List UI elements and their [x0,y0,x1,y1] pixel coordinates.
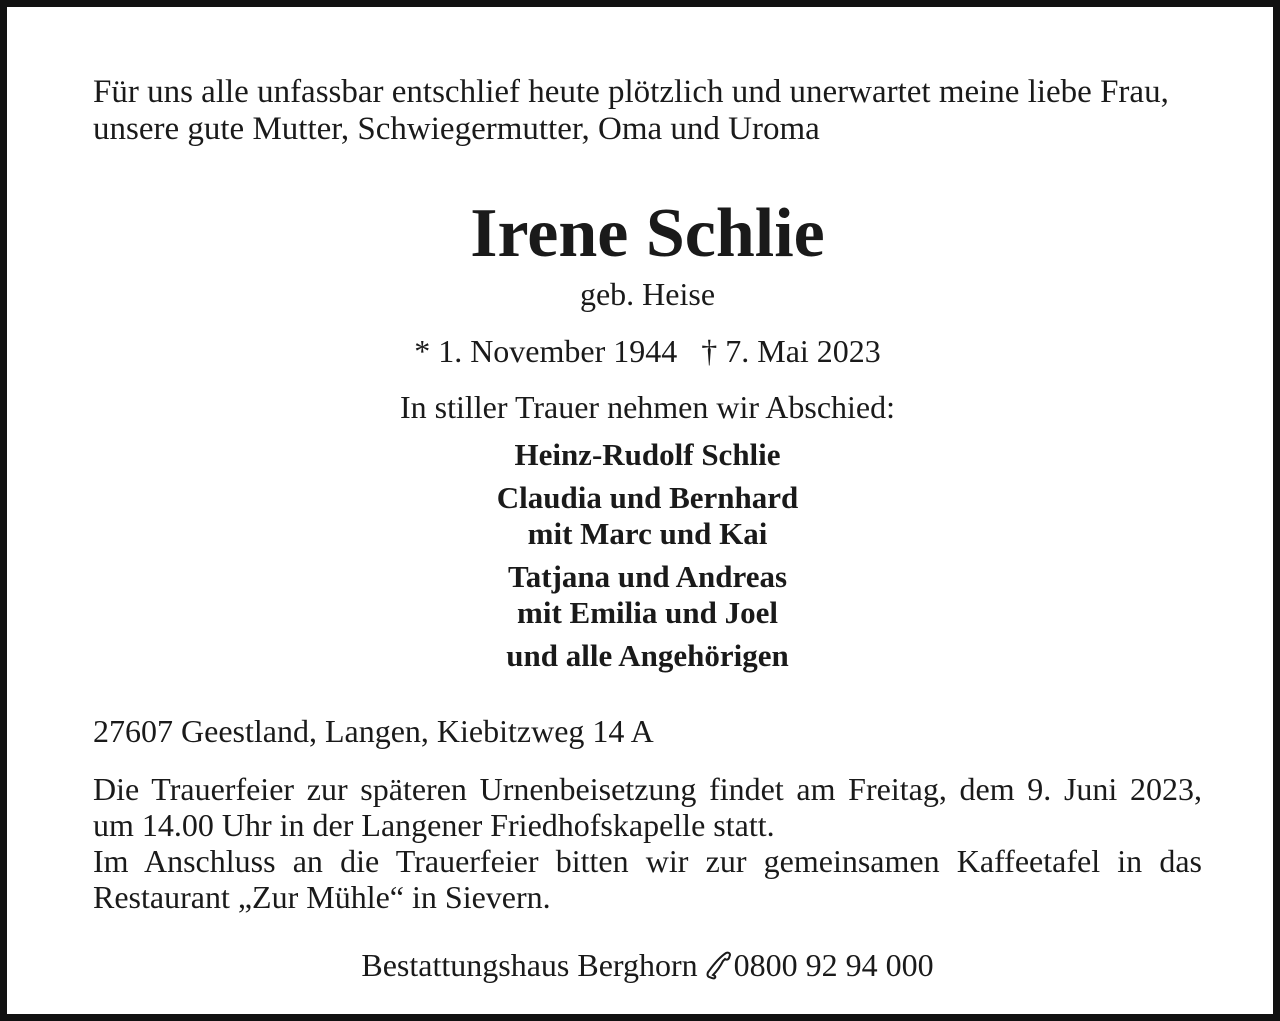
life-dates [93,331,1202,371]
mourner-line: mit Marc und Kai [527,516,768,551]
funeral-home-phone: 0800 92 94 000 [733,947,934,983]
birth-date: * 1. November 1944 [414,333,678,369]
coffee-line-1: Im Anschluss an die Trauerfeier bitten wir zur gemeinsamen Kaffeetafel in das [93,843,1202,879]
address: 27607 Geestland, Langen, Kiebitzweg 14 A [93,713,654,749]
ceremony-info [93,771,1202,915]
death-date: † 7. Mai 2023 [701,333,881,369]
mourner-line: mit Emilia und Joel [517,595,778,630]
intro-line-1: Für uns alle unfassbar entschlief heute plötzlich und unerwartet meine liebe Frau, [93,74,1169,110]
mourner-group [93,480,1202,552]
mourner-line: Heinz-Rudolf Schlie [514,437,781,472]
funeral-home-name: Bestattungshaus Berghorn [361,947,698,983]
mourner-group [93,559,1202,631]
coffee-line-2: Restaurant „Zur Mühle“ in Sievern. [93,879,551,915]
ceremony-paragraph [93,771,1202,843]
intro-text [93,74,1202,148]
funeral-home [93,945,1202,985]
coffee-paragraph [93,843,1202,915]
mourner-line: Tatjana und Andreas [507,559,788,594]
intro-line-2: unsere gute Mutter, Schwiegermutter, Oma und Uroma [93,111,820,147]
farewell-text: In stiller Trauer nehmen wir Abschied: [399,389,896,425]
mourner-line: und alle Angehörigen [506,638,789,673]
mourners-list [93,437,1202,681]
mourner-group [93,437,1202,473]
phone-icon [706,950,732,980]
ceremony-line-1: Die Trauerfeier zur späteren Urnenbeisetzung findet am Freitag, dem 9. Juni 2023, [93,771,1202,807]
ceremony-line-2: um 14.00 Uhr in der Langener Friedhofskapelle statt. [93,807,775,843]
mourner-group [93,638,1202,674]
deceased-name: Irene Schlie [470,195,825,272]
birth-name: geb. Heise [579,276,716,312]
mourner-line: Claudia und Bernhard [496,480,799,515]
